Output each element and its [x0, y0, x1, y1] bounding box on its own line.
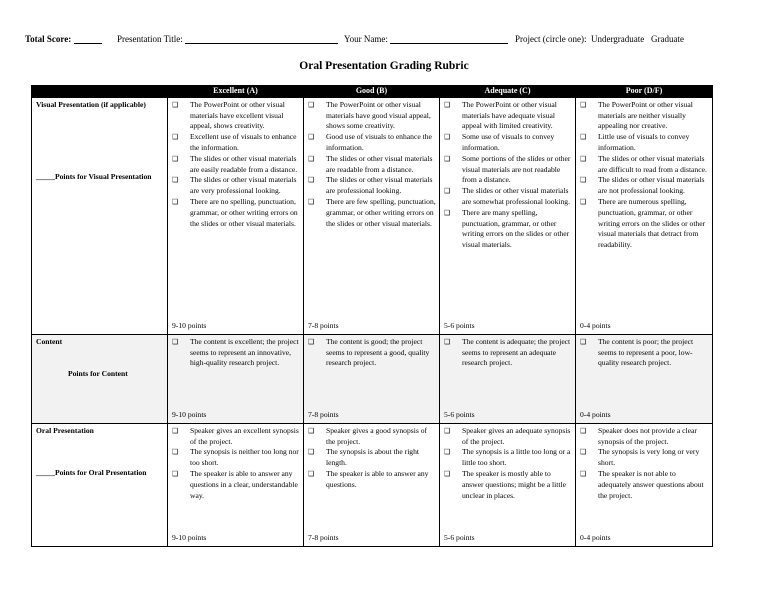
- criteria-text: Some portions of the slides or other visual materials are not readable from a distance.: [462, 153, 571, 185]
- criteria-item: [308, 154, 436, 176]
- checkbox-icon[interactable]: ❑: [580, 197, 587, 206]
- checkbox-icon[interactable]: ❑: [444, 337, 451, 346]
- criteria-text: Good use of visuals to enhance the information.: [326, 132, 432, 152]
- checkbox-icon[interactable]: ❑: [308, 426, 315, 435]
- criteria-text: The slides or other visual materials are readable from a distance.: [326, 153, 433, 174]
- criteria-item: [444, 208, 572, 251]
- criteria-text: The slides or other visual materials are professional looking.: [326, 175, 433, 196]
- points-range: 7-8 points: [308, 533, 339, 542]
- points-range: 7-8 points: [308, 321, 339, 330]
- checkbox-icon[interactable]: ❑: [580, 469, 587, 478]
- total-score-line[interactable]: [74, 34, 102, 44]
- criteria-item: [172, 154, 300, 176]
- criteria-item: [172, 447, 300, 469]
- cell-wrap: [444, 337, 572, 421]
- checkbox-icon[interactable]: ❑: [308, 133, 315, 142]
- rubric-table: [31, 85, 713, 547]
- criteria-text: Speaker gives an excellent synopsis of the project.: [190, 425, 299, 446]
- cell-wrap: [172, 337, 300, 421]
- criteria-item: [308, 100, 436, 132]
- criteria-item: [308, 426, 436, 448]
- checkbox-icon[interactable]: ❑: [172, 154, 179, 163]
- criteria-item: [308, 337, 436, 369]
- cell-wrap: [308, 426, 436, 544]
- criteria-text: The slides or other visual materials are difficult to read from a distance.: [598, 153, 707, 174]
- criteria-item: [580, 337, 709, 369]
- criteria-list: [308, 426, 436, 491]
- column-header-criteria: [32, 86, 168, 98]
- criteria-list: [172, 337, 300, 369]
- criteria-list: [444, 100, 572, 251]
- points-range: 7-8 points: [308, 410, 339, 419]
- checkbox-icon[interactable]: ❑: [172, 133, 179, 142]
- checkbox-icon[interactable]: ❑: [444, 208, 451, 217]
- points-range: 5-6 points: [444, 321, 475, 330]
- points-range: 0-4 points: [580, 533, 611, 542]
- criteria-item: [172, 175, 300, 197]
- checkbox-icon[interactable]: ❑: [172, 197, 179, 206]
- column-header-poor: Poor (D/F): [576, 86, 713, 98]
- criteria-item: [444, 426, 572, 448]
- criteria-item: [444, 337, 572, 369]
- criteria-item: [580, 469, 709, 501]
- criteria-name: Content: [36, 336, 63, 346]
- criteria-list: [580, 100, 709, 251]
- criteria-name: Visual Presentation (if applicable): [36, 99, 146, 109]
- criteria-list: [444, 426, 572, 502]
- points-range: 9-10 points: [172, 410, 207, 419]
- rubric-cell-content-adequate: [440, 334, 576, 423]
- criteria-cell-visual-presentation: [32, 97, 168, 334]
- criteria-list: [308, 100, 436, 230]
- criteria-text: There are numerous spelling, punctuation, grammar, or other writing errors on the slides or other visual materials that detract from readability.: [598, 196, 706, 250]
- checkbox-icon[interactable]: ❑: [172, 176, 179, 185]
- presentation-title-label: Presentation Title:: [117, 34, 183, 44]
- criteria-item: [444, 186, 572, 208]
- criteria-text: The slides or other visual materials are not professional looking.: [598, 175, 705, 196]
- criteria-text: The speaker is able to answer any questions.: [326, 468, 429, 489]
- checkbox-icon[interactable]: ❑: [580, 337, 587, 346]
- criteria-text: The content is excellent; the project seems to represent an innovative, high-quality research project.: [190, 336, 299, 368]
- rubric-header-row: [32, 86, 713, 98]
- checkbox-icon[interactable]: ❑: [172, 337, 179, 346]
- criteria-item: [444, 447, 572, 469]
- points-range: 5-6 points: [444, 410, 475, 419]
- criteria-item: [172, 100, 300, 132]
- criteria-text: The PowerPoint or other visual materials have excellent visual appeal, shows creativity.: [190, 99, 285, 131]
- presentation-title-line[interactable]: [185, 34, 338, 44]
- criteria-text: There are few spelling, punctuation, grammar, or other writing errors on the slides or other visual materials.: [326, 196, 436, 228]
- checkbox-icon[interactable]: ❑: [172, 448, 179, 457]
- rubric-cell-content-poor: [576, 334, 713, 423]
- criteria-item: [172, 469, 300, 501]
- rubric-row-visual-presentation: [32, 97, 713, 334]
- checkbox-icon[interactable]: ❑: [308, 337, 315, 346]
- points-range: 9-10 points: [172, 533, 207, 542]
- criteria-item: [580, 132, 709, 154]
- criteria-text: The synopsis is very long or very short.: [598, 447, 700, 468]
- criteria-text: Little use of visuals to convey information.: [598, 132, 690, 152]
- criteria-item: [444, 154, 572, 186]
- criteria-text: Speaker gives a good synopsis of the project.: [326, 425, 428, 446]
- checkbox-icon[interactable]: ❑: [444, 469, 451, 478]
- checkbox-icon[interactable]: ❑: [444, 100, 451, 109]
- criteria-item: [580, 100, 709, 132]
- rubric-cell-visual-presentation-excellent: [168, 97, 304, 334]
- criteria-text: The PowerPoint or other visual materials have good visual appeal, shows some creativity.: [326, 99, 431, 131]
- criteria-item: [444, 100, 572, 132]
- cell-wrap: [580, 426, 709, 544]
- cell-wrap: [308, 100, 436, 332]
- your-name-line[interactable]: [390, 34, 508, 44]
- points-range: 0-4 points: [580, 410, 611, 419]
- checkbox-icon[interactable]: ❑: [308, 100, 315, 109]
- criteria-item: [580, 175, 709, 197]
- checkbox-icon[interactable]: ❑: [580, 100, 587, 109]
- criteria-item: [308, 447, 436, 469]
- checkbox-icon[interactable]: ❑: [172, 426, 179, 435]
- project-type-label: Project (circle one):: [515, 34, 587, 44]
- criteria-text: The speaker is able to answer any questions in a clear, understandable way.: [190, 468, 298, 500]
- rubric-cell-content-good: [304, 334, 440, 423]
- criteria-item: [308, 175, 436, 197]
- rubric-row-content: [32, 334, 713, 423]
- criteria-text: The synopsis is a little too long or a little too short.: [462, 447, 571, 468]
- criteria-list: [172, 426, 300, 502]
- criteria-text: The speaker is mostly able to answer questions; might be a little unclear in places.: [462, 468, 566, 500]
- criteria-text: There are many spelling, punctuation, grammar, or other writing errors on the slides or other visual materials.: [462, 207, 570, 250]
- criteria-item: [172, 132, 300, 154]
- criteria-text: The content is poor; the project seems to represent a poor, low-quality research project.: [598, 336, 694, 368]
- checkbox-icon[interactable]: ❑: [444, 154, 451, 163]
- criteria-text: Excellent use of visuals to enhance the information.: [190, 132, 297, 152]
- checkbox-icon[interactable]: ❑: [580, 154, 587, 163]
- rubric-cell-visual-presentation-good: [304, 97, 440, 334]
- criteria-list: [444, 337, 572, 369]
- total-score-field[interactable]: [25, 34, 102, 44]
- criteria-text: The content is adequate; the project seems to represent an adequate research project.: [462, 336, 571, 368]
- checkbox-icon[interactable]: ❑: [308, 197, 315, 206]
- checkbox-icon[interactable]: ❑: [444, 426, 451, 435]
- project-type-field: [515, 34, 684, 44]
- rubric-cell-oral-presentation-good: [304, 423, 440, 546]
- checkbox-icon[interactable]: ❑: [308, 176, 315, 185]
- cell-wrap: [308, 337, 436, 421]
- criteria-text: The content is good; the project seems to represent a good, quality research project.: [326, 336, 430, 368]
- criteria-wrap: [36, 100, 164, 332]
- column-header-adequate: Adequate (C): [440, 86, 576, 98]
- criteria-text: The synopsis is neither too long nor too short.: [190, 447, 299, 468]
- total-score-label: Total Score:: [25, 34, 72, 44]
- checkbox-icon[interactable]: ❑: [444, 448, 451, 457]
- rubric-cell-content-excellent: [168, 334, 304, 423]
- criteria-text: Speaker does not provide a clear synopsis of the project.: [598, 425, 697, 446]
- criteria-text: There are no spelling, punctuation, grammar, or other writing errors on the slides or other visual materials.: [190, 196, 298, 228]
- checkbox-icon[interactable]: ❑: [580, 448, 587, 457]
- criteria-item: [172, 337, 300, 369]
- cell-wrap: [444, 100, 572, 332]
- criteria-text: The PowerPoint or other visual materials have adequate visual appeal with limited creativity.: [462, 99, 557, 131]
- your-name-label: Your Name:: [344, 34, 388, 44]
- criteria-list: [580, 337, 709, 369]
- criteria-wrap: [36, 426, 164, 544]
- page-title: Oral Presentation Grading Rubric: [299, 60, 469, 72]
- criteria-item: [444, 469, 572, 501]
- cell-wrap: [580, 337, 709, 421]
- checkbox-icon[interactable]: ❑: [580, 426, 587, 435]
- points-range: 9-10 points: [172, 321, 207, 330]
- criteria-text: The synopsis is about the right length.: [326, 447, 420, 468]
- checkbox-icon[interactable]: ❑: [580, 133, 587, 142]
- checkbox-icon[interactable]: ❑: [580, 176, 587, 185]
- criteria-item: [580, 426, 709, 448]
- criteria-text: Some use of visuals to convey information.: [462, 132, 555, 152]
- rubric-cell-visual-presentation-adequate: [440, 97, 576, 334]
- criteria-list: [580, 426, 709, 502]
- rubric-row-oral-presentation: [32, 423, 713, 546]
- rubric-cell-oral-presentation-excellent: [168, 423, 304, 546]
- criteria-name: Oral Presentation: [36, 425, 94, 435]
- cell-wrap: [172, 426, 300, 544]
- criteria-cell-content: [32, 334, 168, 423]
- criteria-item: [580, 197, 709, 251]
- criteria-points-label[interactable]: _____Points for Visual Presentation: [36, 171, 152, 181]
- checkbox-icon[interactable]: ❑: [308, 469, 315, 478]
- criteria-item: [308, 197, 436, 229]
- option-undergraduate[interactable]: Undergraduate: [590, 34, 645, 44]
- criteria-text: Speaker gives an adequate synopsis of the project.: [462, 425, 571, 446]
- your-name-field[interactable]: [344, 34, 508, 44]
- criteria-points-label[interactable]: Points for Content: [68, 368, 128, 378]
- criteria-item: [308, 132, 436, 154]
- criteria-text: The slides or other visual materials are somewhat professional looking.: [462, 186, 570, 206]
- cell-wrap: [580, 100, 709, 332]
- rubric-cell-oral-presentation-poor: [576, 423, 713, 546]
- points-range: 5-6 points: [444, 533, 475, 542]
- criteria-item: [172, 197, 300, 229]
- points-range: 0-4 points: [580, 321, 611, 330]
- checkbox-icon[interactable]: ❑: [308, 448, 315, 457]
- criteria-list: [172, 100, 300, 230]
- criteria-text: The slides or other visual materials are very professional looking.: [190, 175, 297, 196]
- criteria-list: [308, 337, 436, 369]
- criteria-text: The PowerPoint or other visual materials are neither visually appealing nor creative.: [598, 99, 693, 131]
- criteria-item: [580, 154, 709, 176]
- checkbox-icon[interactable]: ❑: [444, 133, 451, 142]
- checkbox-icon[interactable]: ❑: [172, 469, 179, 478]
- criteria-item: [172, 426, 300, 448]
- criteria-points-label[interactable]: _____Points for Oral Presentation: [36, 467, 147, 477]
- rubric-cell-oral-presentation-adequate: [440, 423, 576, 546]
- criteria-item: [580, 447, 709, 469]
- checkbox-icon[interactable]: ❑: [444, 187, 451, 196]
- criteria-item: [308, 469, 436, 491]
- cell-wrap: [444, 426, 572, 544]
- rubric-cell-visual-presentation-poor: [576, 97, 713, 334]
- column-header-good: Good (B): [304, 86, 440, 98]
- criteria-cell-oral-presentation: [32, 423, 168, 546]
- criteria-wrap: [36, 337, 164, 421]
- cell-wrap: [172, 100, 300, 332]
- criteria-text: The slides or other visual materials are easily readable from a distance.: [190, 153, 298, 174]
- checkbox-icon[interactable]: ❑: [308, 154, 315, 163]
- checkbox-icon[interactable]: ❑: [172, 100, 179, 109]
- presentation-title-field[interactable]: [117, 34, 338, 44]
- criteria-text: The speaker is not able to adequately answer questions about the project.: [598, 468, 704, 500]
- criteria-item: [444, 132, 572, 154]
- column-header-excellent: Excellent (A): [168, 86, 304, 98]
- option-graduate[interactable]: Graduate: [651, 34, 685, 44]
